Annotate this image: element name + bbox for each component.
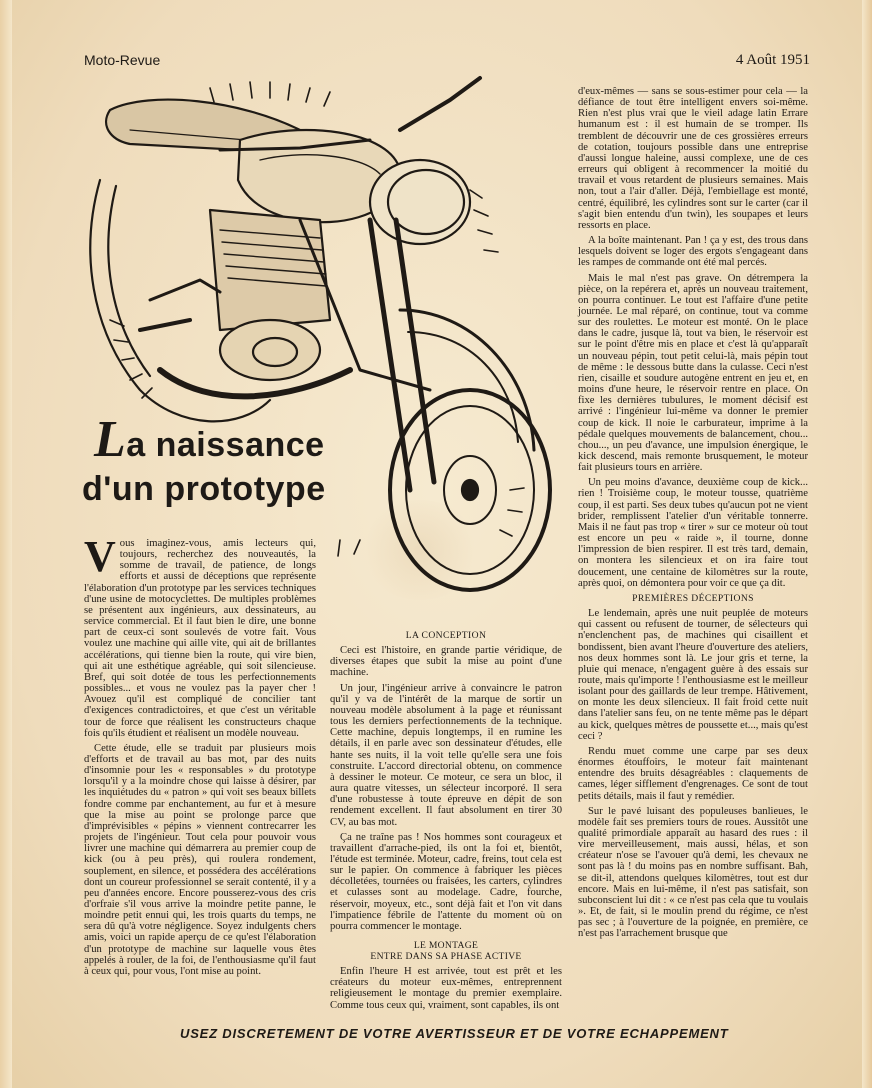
section-heading-deceptions: PREMIÈRES DÉCEPTIONS (632, 592, 754, 604)
paragraph: A la boîte maintenant. Pan ! ça y est, des trous dans lesquels doivent se loger des ergots s'engageant dans les rampes de commande ont été mal percés. (578, 235, 808, 269)
article-column-3 (578, 86, 808, 944)
paragraph: Cette étude, elle se traduit par plusieurs mois d'efforts et de travail au bas mot, par des nuits d'insomnie pour les « responsables » du prototype lorsqu'il y a la moindre chose qui laisse à désirer, par les inquiétudes du « patron » qui voit ses beaux billets fondre comme par enchantement, au fur et à mesure que la mise au point se prolonge parce que d'imprévisibles « pépins » viennent contrecarrer les projets de l'ingénieur. Tout cela pour pouvoir vous livrer une machine qui démarrera au premier coup de kick (ou à peu près), qui roulera rondement, souplement, en silence, et possédera des accélérations dont un coureur professionnel se serait contenté, il y a peu d'années encore. Encore pousserez-vous des cris d'orfraie s'il vous arrive la moindre petite panne, le moindre petit ennui qui, les trois quarts du temps, ne sera dû qu'à votre négligence. Soyez indulgents chers amis, voici un rapide aperçu de ce qu'est l'élaboration d'un prototype de machine sur laquelle vous êtes appelés à rouler, de la foi, de l'enthousiasme qu'il faut à ceux qui, pour vous, l'ont mise au point. (84, 742, 316, 977)
section-heading-line1: LE MONTAGE (413, 940, 479, 952)
intro-paragraph (84, 532, 316, 739)
article-column-2 (330, 628, 562, 1015)
paragraph: Un jour, l'ingénieur arrive à convaincre le patron qu'il y va de l'intérêt de la marque de sortir un nouveau modèle absolument à la page et réunissant tous les derniers perfectionnements de la technique. Cette machine, depuis longtemps, il en rumine les détails, il en parle avec son dessinateur d'études, elle hante ses nuits, il la voit telle qu'elle sera une fois construite. L'accord directorial obtenu, on commence à dessiner le moteur. Ce moteur, ce sera un bloc, il aura quatre vitesses, un sélecteur incorporé. Il sera d'une robustesse à toute épreuve en dépit de son rendement excellent. Il faut absolument en tirer 30 CV, au bas mot. (330, 682, 562, 828)
section-heading-line2: ENTRE DANS SA PHASE ACTIVE (370, 951, 522, 963)
paragraph: Mais le mal n'est pas grave. On détrempera la pièce, on la repérera et, après un nouveau traitement, on pourra continuer. Le tout est l'affaire d'une petite journée. Le mal réparé, on continue, tout va comme sur des roulettes. Le moteur est monté. On le place dans le cadre, jusque là, tout va bien, le réservoir est sur le point d'être mis en place et c'est là qu'apparaît un nouveau pépin, tout petit celui-là, mais pépin tout de même : le dessous butte dans la culasse. Ceci n'est rien, cisaille et soudure autogène entrent en jeu et, en moins d'une heure, le réservoir rentre en place. On fixe les dernières tubulures, le moment décisif est arrivé : l'ingénieur lui-même va donner le premier coup de kick. Il noie le carburateur, imprime à la pédale quelques mouvements de balancement, chou... chou..., un peu d'avance, une impulsion énergique, le kick descend, mais remonte brusquement, le moteur fait plusieurs tours en arrière. (578, 272, 808, 474)
page-footer-slogan: USEZ DISCRETEMENT DE VOTRE AVERTISSEUR ET DE VOTRE ECHAPPEMENT (180, 1026, 729, 1041)
paragraph: d'eux-mêmes — sans se sous-estimer pour cela — la défiance de tout être intelligent envers soi-même. Rien n'est plus vrai que le vieil adage latin Errare humanum est : il est humain de se tromper. Ils tremblent de découvrir une de ces grossières erreurs de cotation, toujours possible dans une entreprise d'aussi longue haleine, aussi complexe, une de ces erreurs qui obligent à recommencer la moitié du travail et vous retardent de plusieurs semaines. Mais non, tout a l'air d'aller. Déjà, l'embiellage est monté, centré, équilibré, les cylindres sont sur le carter (car il s'agit bien entendu d'un twin), les soupapes et leurs ressorts en place. (578, 86, 808, 231)
paragraph: Enfin l'heure H est arrivée, tout est prêt et les créateurs du moteur eux-mêmes, entreprennent religieusement le montage du premier exemplaire. Comme tous ceux qui, vraiment, sont capables, ils ont (330, 966, 562, 1011)
page-edge-right (862, 0, 872, 1088)
paragraph: Sur le pavé luisant des populeuses banlieues, le modèle fait ses premiers tours de roues. Aussitôt une qualité primordiale apparaît au hasard des rues : il vire merveilleusement, mais aussi, hélas, et son créateur n'ose se l'avouer qu'à demi, les chevaux ne sont pas là ! du moins pas en nombre suffisant. Bah, se dit-il, attendons quelques kilomètres, tout est dur encore. Mais en lui-même, il n'est pas satisfait, son subconscient lui dit : « ce n'est pas cela que tu voulais ». Et, de fait, si le moulin prend du régime, ce n'est pas sec ; à l'ouverture de la poignée, en première, ce n'est pas l'arrachement brusque que (578, 805, 808, 940)
article-title-line2: d'un prototype (82, 470, 326, 508)
title-initial: L (94, 411, 127, 468)
section-heading-montage (330, 940, 562, 962)
paragraph: Un peu moins d'avance, deuxième coup de kick... rien ! Troisième coup, le moteur tousse, quatrième coup, il est parti. Ses deux tubes qu'aucun pot ne vient brider, remplissent l'atelier d'un véritable tonnerre. Mais il ne faut pas trop « tirer » sur ce moteur où tout est encore un peu « raide », il tourne, donne l'impression de bien respirer. Il est très tard, demain, on montera les silencieux et on ira faire tout doucement, une centaine de kilomètres sur la route, après quoi, on démontera pour voir ce que ça dit. (578, 477, 808, 589)
article-title-line1 (94, 410, 325, 469)
title-rest: a naissance (126, 426, 325, 464)
issue-date: 4 Août 1951 (735, 52, 810, 68)
section-heading-conception: LA CONCEPTION (405, 630, 487, 641)
page-edge-left (0, 0, 12, 1088)
drop-cap: V (84, 532, 116, 581)
paragraph: Ceci est l'histoire, en grande partie véridique, de diverses étapes que subit la mise au point d'une machine. (330, 645, 562, 679)
intro-text: ous imaginez-vous, amis lecteurs qui, toujours, recherchez des nouveautés, la somme de travail, de patience, de longs efforts et aussi de déceptions que représente l'élaboration d'un prototype par les services techniques d'une usine de motocyclettes. De multiples problèmes se présentent aux ingénieurs, aux dessinateurs, au service commercial. Et il faut bien le dire, une bonne part de ceux-ci sont soulevés de votre fait. Vous voulez une machine qui aille vite, qui ait de brillantes accélérations, qui tienne bien la route, qui vire bien, qui ait une esthétique agréable, qui soit silencieuse. Bref, qui soit dotée de tous les perfectionnements possibles... et vous ne voulez pas la payer cher ! Avouez qu'il est compliqué de concilier tant d'exigences contradictoires, et que c'est un véritable tour de force que réalisent les constructeurs chaque fois qu'ils étudient et réalisent un modèle nouveau. (84, 538, 316, 739)
magazine-name: Moto-Revue (84, 52, 161, 68)
article-column-1 (84, 532, 316, 981)
motorcycle-illustration (70, 70, 570, 600)
paragraph: Le lendemain, après une nuit peuplée de moteurs qui cassent ou refusent de tourner, de sélecteurs qui n'enclenchent pas, de machines qui cisaillent et bondissent, bien avant l'heure d'ouverture des ateliers, nos deux hommes sont là. Le jour gris et terne, la pluie qui menace, n'engagent guère à des essais sur route, mais qu'importe ! l'enthousiasme est le meilleur isolant pour des gaillards de leur trempe. Hâtivement, on monte les deux silencieux. Il fait froid cette nuit dans l'atelier sans feu, on ne tente même pas le départ au kick, quelques mètres de poussette et..., mais qu'est ceci ? (578, 608, 808, 742)
paragraph: Ça ne traîne pas ! Nos hommes sont courageux et travaillent d'arrache-pied, ils ont la foi et, bientôt, l'étude est terminée. Moteur, cadre, freins, tout cela est sur le papier. On commence à fabriquer les pièces décolletées, tournées ou fraisées, les carters, cylindres et culasses sont au modelage. Cadre, fourche, réservoir, moyeux, etc., sont déjà fait et l'on vit dans l'impatience fébrile de l'attente du moment où on pourra commencer le montage. (330, 831, 562, 932)
paragraph: Rendu muet comme une carpe par ses deux énormes étouffoirs, le moteur fait maintenant entendre des bruits désagréables : claquements de cames, léger sifflement d'engrenages. Ce sont de tout petits détails, mais il faut y remédier. (578, 745, 808, 802)
